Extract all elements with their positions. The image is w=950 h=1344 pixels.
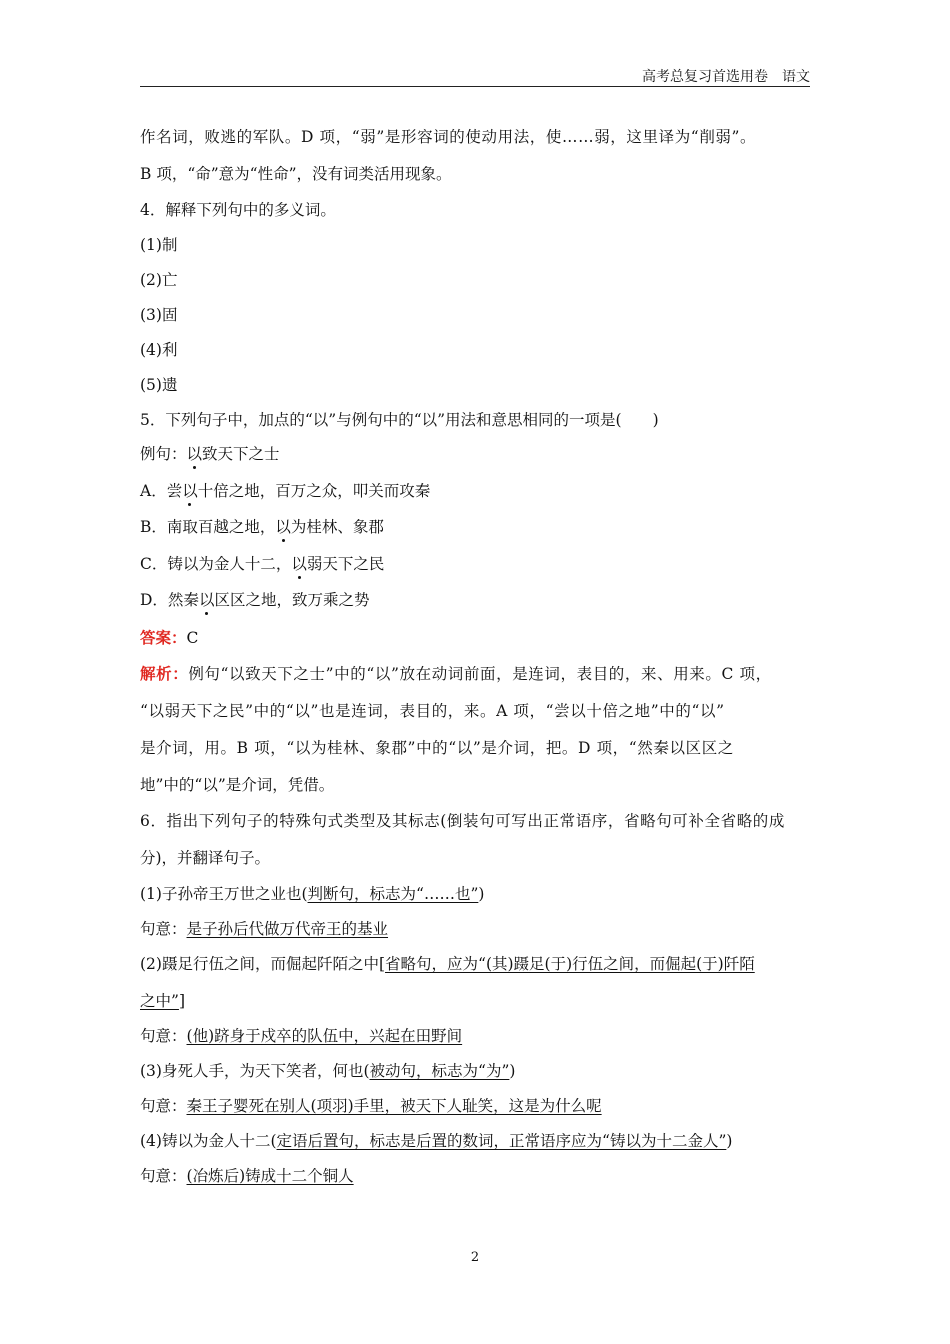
q4-item: (3)固 [140, 306, 178, 324]
q6-meaning-4: 句意：(冶炼后)铸成十二个铜人 [140, 1167, 354, 1185]
header-title: 高考总复习首选用卷 语文 [642, 69, 810, 85]
prev-analysis-line-1: 作名词，败逃的军队。D 项，“弱”是形容词的使动用法，使……弱，这里译为“削弱”。 [140, 128, 757, 146]
answer-meaning: 秦王子婴死在别人(项羽)手里，被天下人耻笑，这是为什么呢 [186, 1097, 602, 1115]
q6-sentence-3: (3)身死人手，为天下笑者，何也(被动句，标志为“为”) [140, 1062, 516, 1080]
q5-analysis: 解析：例句“以致天下之士”中的“以”放在动词前面，是连词，表目的，来、用来。C 项， [140, 664, 772, 683]
q5-analysis-line: 地”中的“以”是介词，凭借。 [140, 776, 335, 794]
q5-option-b: B．南取百越之地，以为桂林、象郡 [140, 518, 384, 536]
q5-option-a: A．尝以十倍之地，百万之众，叩关而攻秦 [140, 482, 431, 500]
answer-meaning: 是子孙后代做万代帝王的基业 [186, 920, 389, 938]
q5-analysis-line: 是介词，用。B 项，“以为桂林、象郡”中的“以”是介词，把。D 项，“然秦以区区之 [140, 739, 734, 757]
q5-example: 例句：以致天下之士 [140, 445, 280, 463]
q5-answer [140, 627, 198, 649]
emphasis-dot-char: 以 [198, 591, 215, 609]
q5-analysis-line: “以弱天下之民”中的“以”也是连词，表目的，来。A 项，“尝以十倍之地”中的“以” [140, 702, 725, 720]
answer-note: 定语后置句，标志是后置的数词，正常语序应为“铸以为十二金人” [276, 1132, 727, 1150]
q6-sentence-2-cont: 之中”] [140, 992, 185, 1010]
answer-note: 判断句，标志为“……也” [307, 885, 479, 903]
q6-meaning-3: 句意：秦王子婴死在别人(项羽)手里，被天下人耻笑，这是为什么呢 [140, 1097, 602, 1115]
emphasis-dot-char: 以 [186, 445, 203, 463]
emphasis-dot-char: 以 [182, 482, 198, 500]
q6-sentence-2: (2)蹑足行伍之间，而倔起阡陌之中[省略句，应为“(其)蹑足(于)行伍之间，而倔起(于)阡陌 [140, 955, 755, 973]
emphasis-dot-char: 以 [291, 555, 307, 573]
prev-analysis-line-2: B 项，“命”意为“性命”，没有词类活用现象。 [140, 165, 452, 183]
answer-meaning: (他)跻身于戍卒的队伍中，兴起在田野间 [186, 1027, 463, 1045]
q6-sentence-1: (1)子孙帝王万世之业也(判断句，标志为“……也”) [140, 885, 485, 903]
q6-stem-cont: 分)，并翻译句子。 [140, 849, 271, 867]
q5-option-c: C．铸以为金人十二，以弱天下之民 [140, 555, 385, 573]
q4-stem: 4．解释下列句中的多义词。 [140, 201, 336, 219]
page-number: 2 [470, 1250, 480, 1265]
page-header [140, 62, 810, 87]
q4-item: (4)利 [140, 341, 178, 359]
analysis-label: 解析： [140, 664, 189, 683]
answer-value: C [186, 629, 199, 647]
q4-item: (2)亡 [140, 271, 178, 289]
q4-item: (1)制 [140, 236, 178, 254]
answer-note: 之中” [140, 992, 179, 1010]
q5-option-d: D．然秦以区区之地，致万乘之势 [140, 591, 370, 609]
answer-note: 省略句，应为“(其)蹑足(于)行伍之间，而倔起(于)阡陌 [385, 955, 755, 973]
q6-stem: 6．指出下列句子的特殊句式类型及其标志(倒装句可写出正常语序，省略句可补全省略的成 [140, 812, 786, 830]
q5-stem: 5．下列句子中，加点的“以”与例句中的“以”用法和意思相同的一项是( ) [140, 411, 659, 429]
answer-note: 被动句，标志为“为” [369, 1062, 510, 1080]
q6-meaning-1: 句意：是子孙后代做万代帝王的基业 [140, 920, 389, 938]
q4-item: (5)遗 [140, 376, 178, 394]
emphasis-dot-char: 以 [275, 518, 291, 536]
answer-meaning: (冶炼后)铸成十二个铜人 [186, 1167, 354, 1185]
q6-meaning-2: 句意：(他)跻身于戍卒的队伍中，兴起在田野间 [140, 1027, 463, 1045]
q6-sentence-4: (4)铸以为金人十二(定语后置句，标志是后置的数词，正常语序应为“铸以为十二金人”) [140, 1132, 733, 1150]
answer-label: 答案： [140, 628, 187, 647]
